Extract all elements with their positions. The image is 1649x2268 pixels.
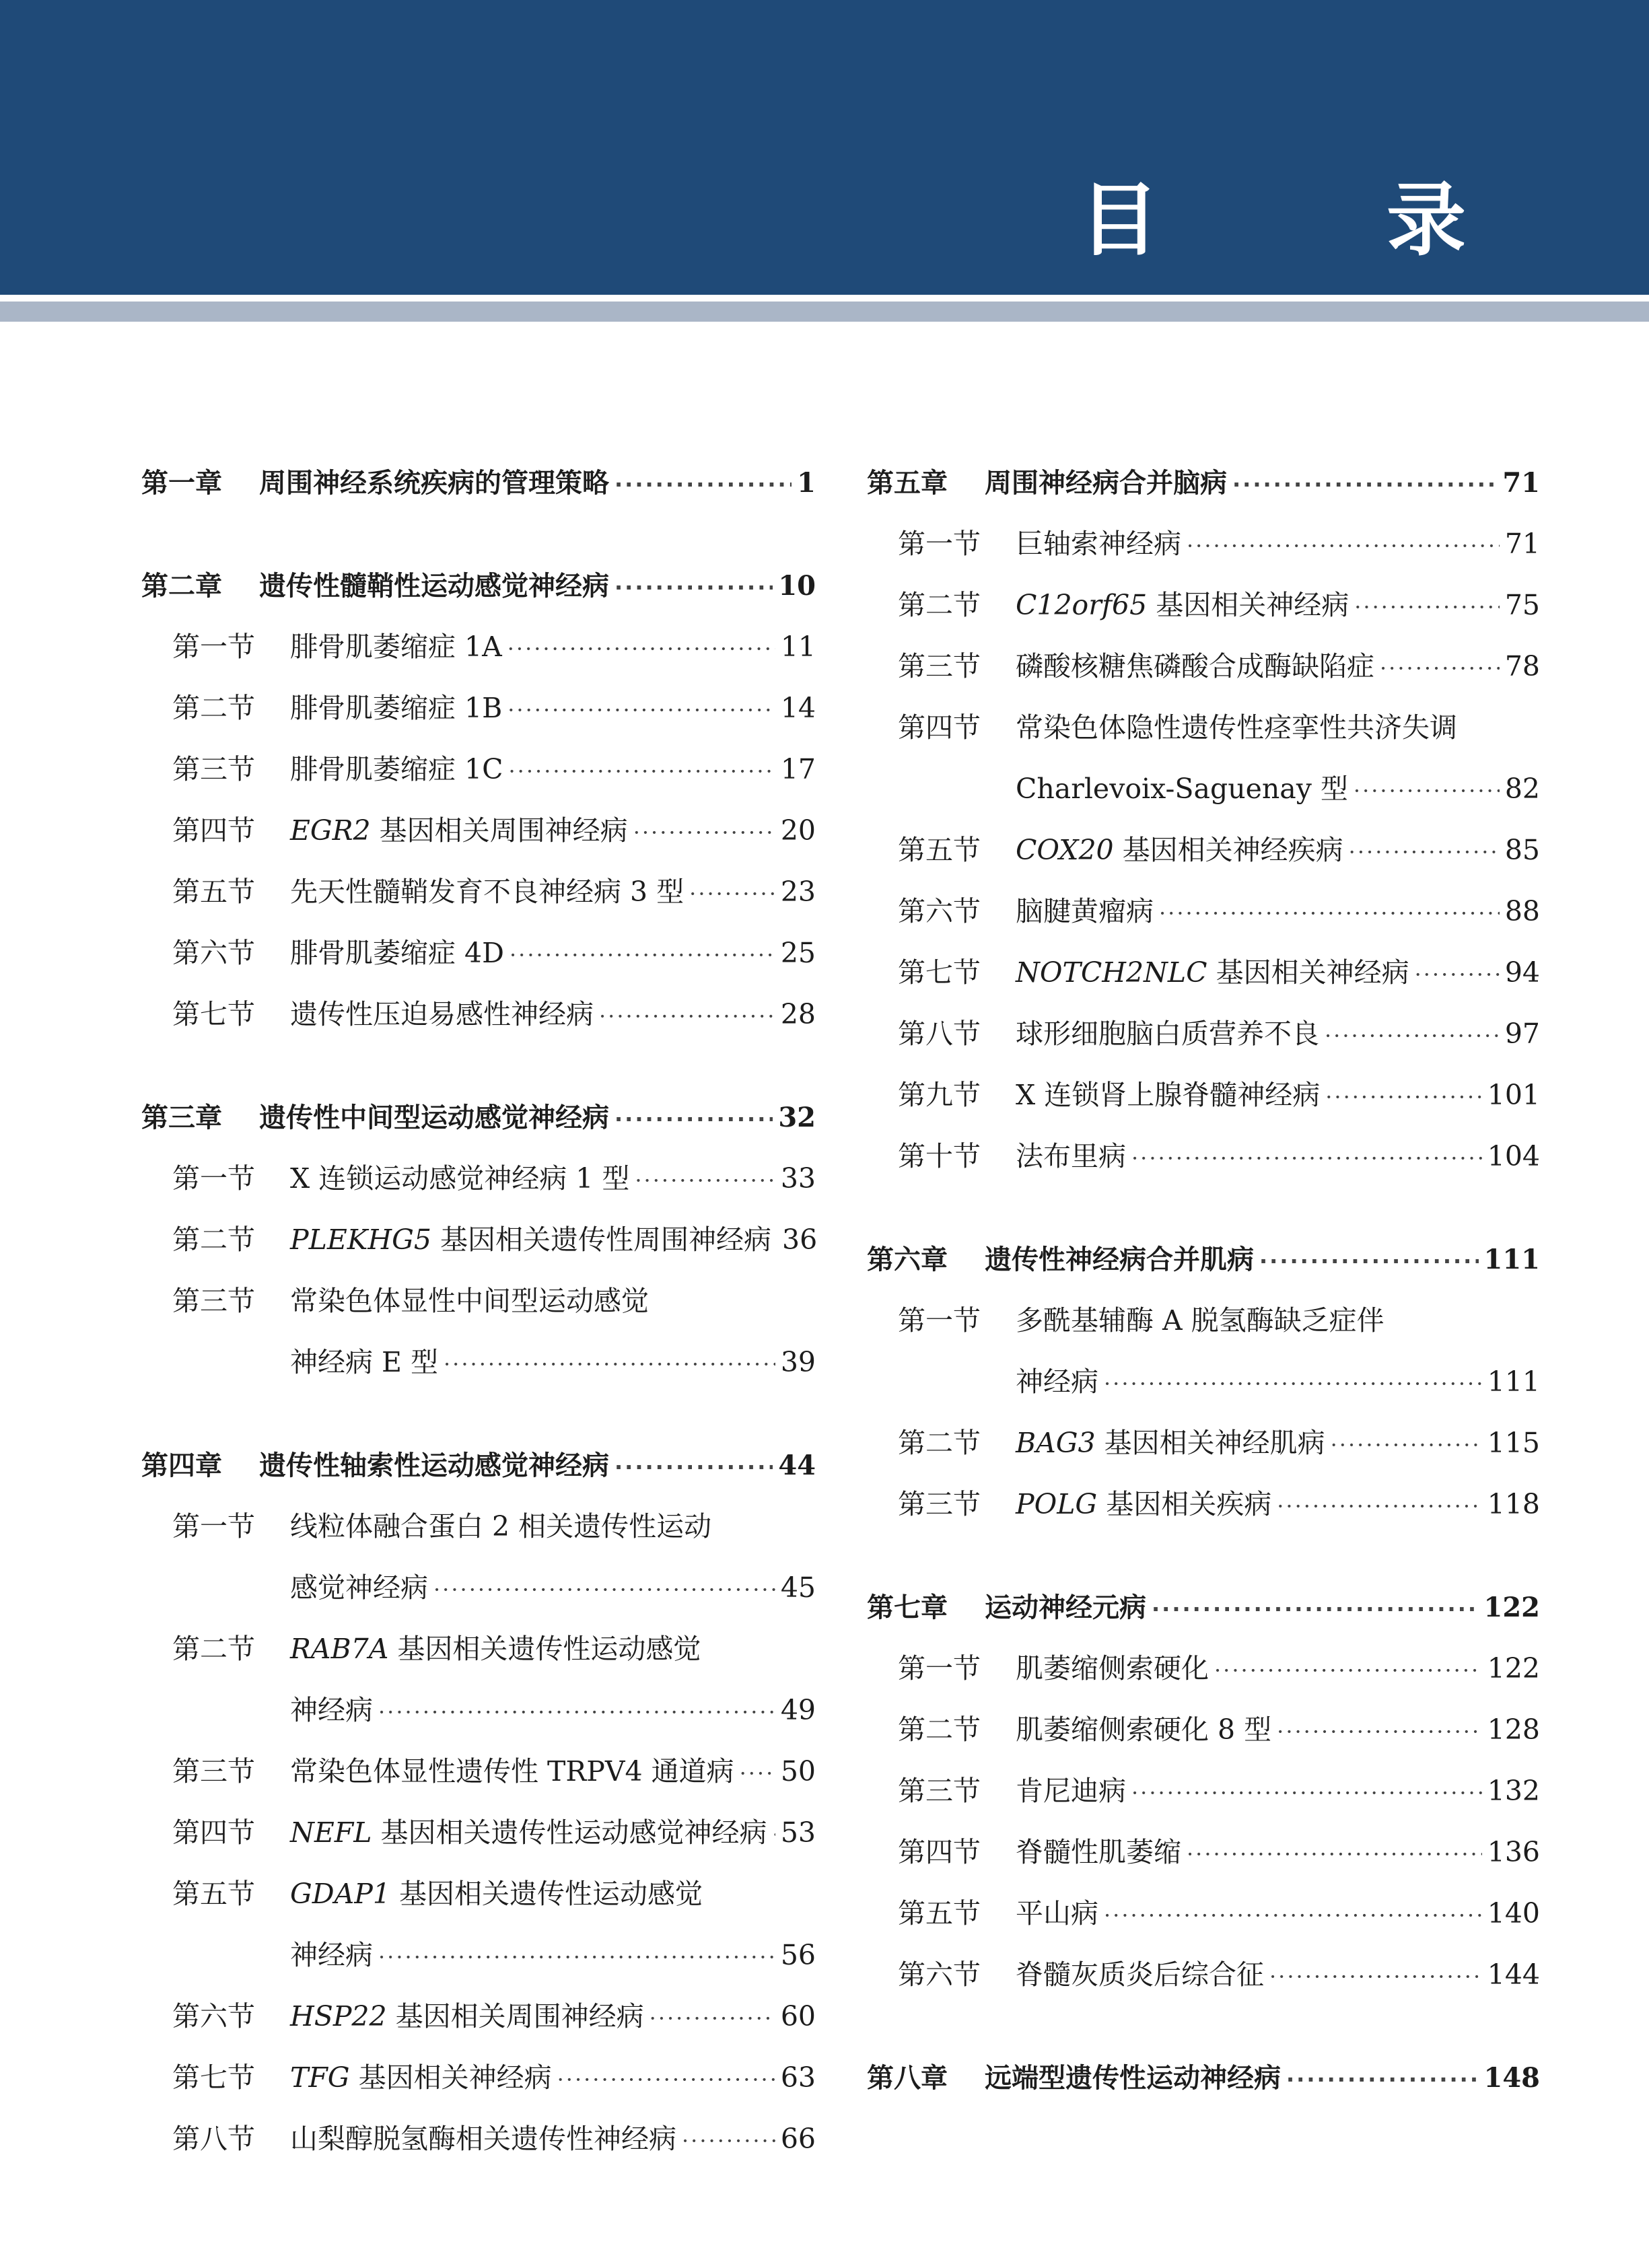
- section-entry[interactable]: [141, 2047, 816, 2108]
- section-entry[interactable]: [867, 1638, 1540, 1699]
- section-title: 常染色体隐性遗传性痉挛性共济失调: [1016, 711, 1457, 744]
- section-label: 第五节: [898, 834, 981, 866]
- chapter-title: 远端型遗传性运动神经病: [985, 2063, 1281, 2094]
- section-title: 肌萎缩侧索硬化: [1016, 1652, 1209, 1685]
- section-title: 遗传性压迫易感性神经病: [290, 998, 594, 1030]
- gene-name: BAG3: [1016, 1427, 1096, 1459]
- toc-column-left: [141, 452, 816, 2211]
- section-label: 第四节: [172, 814, 255, 847]
- dot-leader: [1187, 1824, 1482, 1885]
- gene-name: GDAP1: [290, 1878, 390, 1910]
- page-number: 33: [780, 1162, 816, 1195]
- page-number: 75: [1504, 589, 1540, 621]
- dot-leader: [444, 1334, 775, 1395]
- section-entry[interactable]: [141, 1496, 816, 1557]
- gene-name: NEFL: [290, 1816, 372, 1849]
- section-label: 第五节: [898, 1897, 981, 1929]
- page-number: 148: [1483, 2062, 1540, 2094]
- page-number: 53: [780, 1816, 816, 1849]
- section-label: 第一节: [898, 528, 981, 560]
- section-title: X 连锁肾上腺脊髓神经病: [1016, 1079, 1321, 1111]
- chapter-entry[interactable]: [141, 1435, 816, 1496]
- chapter-entry[interactable]: [867, 452, 1540, 513]
- section-title: C12orf65 基因相关神经病: [1016, 589, 1349, 621]
- page-number: 32: [778, 1102, 816, 1133]
- dot-leader: [507, 618, 775, 680]
- page-number: 115: [1487, 1427, 1540, 1459]
- section-title: PLEKHG5 基因相关遗传性周围神经病: [290, 1224, 772, 1256]
- section-title: 脑腱黄瘤病: [1016, 895, 1154, 927]
- gene-name: HSP22: [290, 2000, 387, 2032]
- header-rule: [0, 302, 1649, 322]
- section-entry[interactable]: [141, 739, 816, 800]
- section-title: 法布里病: [1016, 1140, 1126, 1172]
- section-entry[interactable]: [867, 1126, 1540, 1187]
- section-label: 第十节: [898, 1140, 981, 1172]
- chapter-entry[interactable]: [867, 1577, 1540, 1638]
- section-title-continued: Charlevoix-Saguenay 型: [1016, 773, 1348, 805]
- dot-leader: [633, 802, 775, 863]
- dot-leader: [1232, 454, 1497, 516]
- dot-leader: [1286, 2049, 1479, 2111]
- dot-leader: [682, 2111, 775, 2172]
- page-number: 11: [780, 631, 816, 663]
- section-label: 第二节: [172, 1633, 255, 1665]
- section-entry[interactable]: [141, 1864, 816, 1925]
- toc-chapter: [141, 452, 816, 513]
- chapter-entry[interactable]: [141, 1087, 816, 1148]
- dot-leader: [510, 925, 775, 986]
- section-label: 第二节: [172, 692, 255, 724]
- section-entry-continuation[interactable]: [141, 1680, 816, 1741]
- dot-leader: [1349, 822, 1500, 883]
- section-label: 第六节: [898, 1958, 981, 1991]
- section-label: 第一节: [172, 1162, 255, 1195]
- toc-chapter: [867, 1229, 1540, 1535]
- section-label: 第八节: [898, 1018, 981, 1050]
- dot-leader: [1214, 1640, 1482, 1701]
- section-entry[interactable]: [141, 1271, 816, 1332]
- section-title-continued: 神经病 E 型: [290, 1346, 438, 1378]
- section-entry[interactable]: [867, 697, 1540, 758]
- section-entry[interactable]: [867, 1474, 1540, 1535]
- chapter-label: 第六章: [867, 1244, 948, 1275]
- section-entry[interactable]: [141, 923, 816, 984]
- dot-leader: [1104, 1353, 1482, 1415]
- page-number: 85: [1504, 834, 1540, 866]
- section-title: NEFL 基因相关遗传性运动感觉神经病: [290, 1816, 767, 1849]
- section-label: 第三节: [172, 1755, 255, 1787]
- gene-name: PLEKHG5: [290, 1224, 431, 1256]
- section-entry[interactable]: [141, 1741, 816, 1802]
- section-title: 巨轴索神经病: [1016, 528, 1181, 560]
- section-label: 第二节: [172, 1224, 255, 1256]
- dot-leader: [1277, 1476, 1482, 1537]
- section-label: 第七节: [172, 2061, 255, 2094]
- chapter-title: 运动神经元病: [985, 1592, 1146, 1623]
- page-number: 101: [1487, 1079, 1540, 1111]
- section-entry[interactable]: [867, 1003, 1540, 1065]
- section-label: 第九节: [898, 1079, 981, 1111]
- dot-leader: [509, 741, 775, 802]
- chapter-title: 周围神经系统疾病的管理策略: [259, 468, 609, 499]
- section-entry[interactable]: [867, 942, 1540, 1003]
- section-title: TFG 基因相关神经病: [290, 2061, 552, 2094]
- dot-leader: [773, 1804, 775, 1866]
- chapter-entry[interactable]: [867, 2047, 1540, 2108]
- section-entry[interactable]: [141, 1619, 816, 1680]
- dot-leader: [635, 1150, 775, 1211]
- chapter-label: 第四章: [141, 1450, 222, 1481]
- section-label: 第三节: [898, 1775, 981, 1807]
- chapter-label: 第七章: [867, 1592, 948, 1623]
- page-number: 140: [1487, 1897, 1540, 1929]
- dot-leader: [1104, 1885, 1482, 1946]
- page-number: 132: [1487, 1775, 1540, 1807]
- section-label: 第二节: [898, 589, 981, 621]
- page-number: 20: [780, 814, 816, 847]
- page-number: 25: [780, 937, 816, 969]
- chapter-entry[interactable]: [141, 555, 816, 616]
- section-entry[interactable]: [141, 1209, 816, 1271]
- section-title: 常染色体显性中间型运动感觉: [290, 1285, 649, 1317]
- section-title: 常染色体显性遗传性 TRPV4 通道病: [290, 1755, 734, 1787]
- dot-leader: [689, 863, 775, 925]
- dot-leader: [378, 1682, 775, 1743]
- section-label: 第五节: [172, 876, 255, 908]
- dot-leader: [1131, 1763, 1482, 1824]
- page-number: 39: [780, 1346, 816, 1378]
- chapter-entry[interactable]: [867, 1229, 1540, 1290]
- page-number: 71: [1504, 528, 1540, 560]
- dot-leader: [1152, 1579, 1479, 1640]
- dot-leader: [1259, 1231, 1479, 1292]
- dot-leader: [740, 1743, 775, 1804]
- chapter-label: 第五章: [867, 468, 948, 499]
- dot-leader: [1277, 1701, 1482, 1763]
- page-number: 136: [1487, 1836, 1540, 1868]
- section-title: 肌萎缩侧索硬化 8 型: [1016, 1713, 1272, 1746]
- section-title: 脊髓性肌萎缩: [1016, 1836, 1181, 1868]
- toc-chapter: [867, 452, 1540, 1187]
- section-title: 腓骨肌萎缩症 4D: [290, 937, 504, 969]
- section-entry[interactable]: [141, 861, 816, 923]
- section-title: COX20 基因相关神经疾病: [1016, 834, 1343, 866]
- section-entry[interactable]: [867, 575, 1540, 636]
- page-number: 50: [780, 1755, 816, 1787]
- dot-leader: [1325, 1005, 1500, 1067]
- section-label: 第四节: [172, 1816, 255, 1849]
- section-title: 平山病: [1016, 1897, 1098, 1929]
- page-number: 17: [780, 753, 816, 785]
- section-label: 第三节: [898, 1488, 981, 1520]
- section-entry[interactable]: [141, 1986, 816, 2047]
- section-label: 第一节: [898, 1652, 981, 1685]
- section-entry[interactable]: [867, 881, 1540, 942]
- page-number: 49: [780, 1694, 816, 1726]
- section-title: 先天性髓鞘发育不良神经病 3 型: [290, 876, 685, 908]
- dot-leader: [1269, 1946, 1482, 2008]
- section-label: 第四节: [898, 711, 981, 744]
- section-label: 第四节: [898, 1836, 981, 1868]
- gene-name: COX20: [1016, 834, 1114, 866]
- page-number: 36: [782, 1224, 818, 1256]
- header-band: [0, 0, 1649, 295]
- page-title: 目 录: [1079, 173, 1540, 267]
- gene-name: RAB7A: [290, 1633, 389, 1665]
- section-entry[interactable]: [867, 636, 1540, 697]
- gene-name: POLG: [1016, 1488, 1098, 1520]
- section-title: 线粒体融合蛋白 2 相关遗传性运动: [290, 1510, 712, 1543]
- section-title: EGR2 基因相关周围神经病: [290, 814, 628, 847]
- section-label: 第六节: [172, 2000, 255, 2032]
- page-number: 82: [1504, 773, 1540, 805]
- dot-leader: [615, 557, 773, 618]
- section-label: 第七节: [898, 956, 981, 989]
- page-number: 104: [1487, 1140, 1540, 1172]
- section-title: GDAP1 基因相关遗传性运动感觉: [290, 1878, 703, 1910]
- section-title: 山梨醇脱氢酶相关遗传性神经病: [290, 2123, 676, 2155]
- section-entry-continuation[interactable]: [867, 1351, 1540, 1413]
- section-label: 第一节: [172, 631, 255, 663]
- section-entry[interactable]: [867, 820, 1540, 881]
- page-number: 122: [1487, 1652, 1540, 1685]
- page-number: 94: [1504, 956, 1540, 989]
- section-title: POLG 基因相关疾病: [1016, 1488, 1272, 1520]
- page-number: 56: [780, 1939, 816, 1971]
- section-entry[interactable]: [141, 1802, 816, 1864]
- section-title: 球形细胞脑白质营养不良: [1016, 1018, 1319, 1050]
- section-entry-continuation[interactable]: [141, 1925, 816, 1986]
- dot-leader: [599, 986, 775, 1047]
- section-entry[interactable]: [141, 800, 816, 861]
- chapter-label: 第三章: [141, 1102, 222, 1133]
- gene-name: NOTCH2NLC: [1016, 956, 1207, 989]
- dot-leader: [1187, 516, 1500, 577]
- section-title: 肯尼迪病: [1016, 1775, 1126, 1807]
- dot-leader: [1325, 1067, 1482, 1128]
- chapter-title: 遗传性髓鞘性运动感觉神经病: [259, 571, 609, 602]
- section-label: 第二节: [898, 1427, 981, 1459]
- section-entry[interactable]: [867, 1290, 1540, 1351]
- section-title: X 连锁运动感觉神经病 1 型: [290, 1162, 630, 1195]
- page-number: 45: [780, 1571, 816, 1604]
- section-label: 第六节: [172, 937, 255, 969]
- section-title: 腓骨肌萎缩症 1B: [290, 692, 503, 724]
- page-number: 111: [1487, 1366, 1540, 1398]
- chapter-label: 第一章: [141, 468, 222, 499]
- dot-leader: [1131, 1128, 1482, 1189]
- section-label: 第六节: [898, 895, 981, 927]
- section-entry-continuation[interactable]: [141, 1557, 816, 1619]
- page-number: 97: [1504, 1018, 1540, 1050]
- section-title: 腓骨肌萎缩症 1C: [290, 753, 503, 785]
- page-number: 14: [780, 692, 816, 724]
- header-rule-gap: [0, 295, 1649, 302]
- page-number: 78: [1504, 650, 1540, 682]
- page-number: 63: [780, 2061, 816, 2094]
- section-title: 脊髓灰质炎后综合征: [1016, 1958, 1264, 1991]
- section-entry[interactable]: [867, 1761, 1540, 1822]
- chapter-title: 遗传性中间型运动感觉神经病: [259, 1102, 609, 1133]
- dot-leader: [1354, 577, 1500, 638]
- gene-name: C12orf65: [1016, 589, 1148, 621]
- page-number: 128: [1487, 1713, 1540, 1746]
- section-label: 第五节: [172, 1878, 255, 1910]
- section-title-continued: 神经病: [290, 1939, 373, 1971]
- chapter-title: 遗传性轴索性运动感觉神经病: [259, 1450, 609, 1481]
- dot-leader: [615, 1089, 773, 1150]
- section-entry[interactable]: [867, 513, 1540, 575]
- section-label: 第三节: [898, 650, 981, 682]
- toc-chapter: [141, 555, 816, 1045]
- dot-leader: [650, 1988, 775, 2049]
- dot-leader: [557, 2049, 775, 2111]
- page-number: 144: [1487, 1958, 1540, 1991]
- section-entry[interactable]: [867, 1413, 1540, 1474]
- section-title: 腓骨肌萎缩症 1A: [290, 631, 502, 663]
- page-number: 1: [797, 467, 816, 499]
- section-label: 第二节: [898, 1713, 981, 1746]
- section-title-continued: 感觉神经病: [290, 1571, 428, 1604]
- section-title: BAG3 基因相关神经肌病: [1016, 1427, 1325, 1459]
- section-label: 第八节: [172, 2123, 255, 2155]
- section-label: 第三节: [172, 753, 255, 785]
- dot-leader: [378, 1927, 775, 1988]
- section-entry[interactable]: [867, 1883, 1540, 1944]
- section-entry[interactable]: [141, 2108, 816, 2170]
- section-entry[interactable]: [867, 1822, 1540, 1883]
- dot-leader: [1159, 883, 1500, 944]
- dot-leader: [1415, 944, 1500, 1005]
- page-number: 10: [778, 570, 816, 602]
- section-label: 第七节: [172, 998, 255, 1030]
- section-entry[interactable]: [867, 1944, 1540, 2006]
- section-label: 第一节: [172, 1510, 255, 1543]
- toc-column-right: [867, 452, 1540, 2150]
- section-entry[interactable]: [141, 616, 816, 678]
- dot-leader: [1331, 1415, 1482, 1476]
- page-number: 23: [780, 876, 816, 908]
- page-number: 71: [1502, 467, 1540, 499]
- chapter-label: 第八章: [867, 2063, 948, 2094]
- section-title: 多酰基辅酶 A 脱氢酶缺乏症伴: [1016, 1304, 1384, 1337]
- dot-leader: [433, 1559, 775, 1621]
- section-title: NOTCH2NLC 基因相关神经病: [1016, 956, 1409, 989]
- section-entry-continuation[interactable]: [867, 758, 1540, 820]
- chapter-entry[interactable]: [141, 452, 816, 513]
- page-number: 111: [1483, 1244, 1540, 1275]
- section-entry-continuation[interactable]: [141, 1332, 816, 1393]
- page-number: 88: [1504, 895, 1540, 927]
- dot-leader: [507, 680, 775, 741]
- page-number: 60: [780, 2000, 816, 2032]
- section-title-continued: 神经病: [1016, 1366, 1098, 1398]
- gene-name: TFG: [290, 2061, 350, 2094]
- section-label: 第一节: [898, 1304, 981, 1337]
- section-title: 磷酸核糖焦磷酸合成酶缺陷症: [1016, 650, 1374, 682]
- gene-name: EGR2: [290, 814, 371, 847]
- page-number: 118: [1487, 1488, 1540, 1520]
- dot-leader: [615, 454, 792, 516]
- section-entry[interactable]: [141, 1148, 816, 1209]
- section-label: 第三节: [172, 1285, 255, 1317]
- page-number: 28: [780, 998, 816, 1030]
- page-number: 44: [778, 1450, 816, 1481]
- section-title: HSP22 基因相关周围神经病: [290, 2000, 644, 2032]
- toc-chapter: [867, 2047, 1540, 2108]
- dot-leader: [1380, 638, 1500, 699]
- chapter-title: 周围神经病合并脑病: [985, 468, 1227, 499]
- section-entry[interactable]: [141, 984, 816, 1045]
- toc-chapter: [141, 1087, 816, 1393]
- page-number: 122: [1483, 1592, 1540, 1623]
- section-title: RAB7A 基因相关遗传性运动感觉: [290, 1633, 701, 1665]
- section-entry[interactable]: [867, 1699, 1540, 1761]
- dot-leader: [615, 1437, 773, 1498]
- chapter-title: 遗传性神经病合并肌病: [985, 1244, 1254, 1275]
- toc-chapter: [867, 1577, 1540, 2006]
- section-entry[interactable]: [141, 678, 816, 739]
- page-number: 66: [780, 2123, 816, 2155]
- section-title-continued: 神经病: [290, 1694, 373, 1726]
- section-entry[interactable]: [867, 1065, 1540, 1126]
- dot-leader: [1354, 760, 1500, 822]
- toc-chapter: [141, 1435, 816, 2170]
- chapter-label: 第二章: [141, 571, 222, 602]
